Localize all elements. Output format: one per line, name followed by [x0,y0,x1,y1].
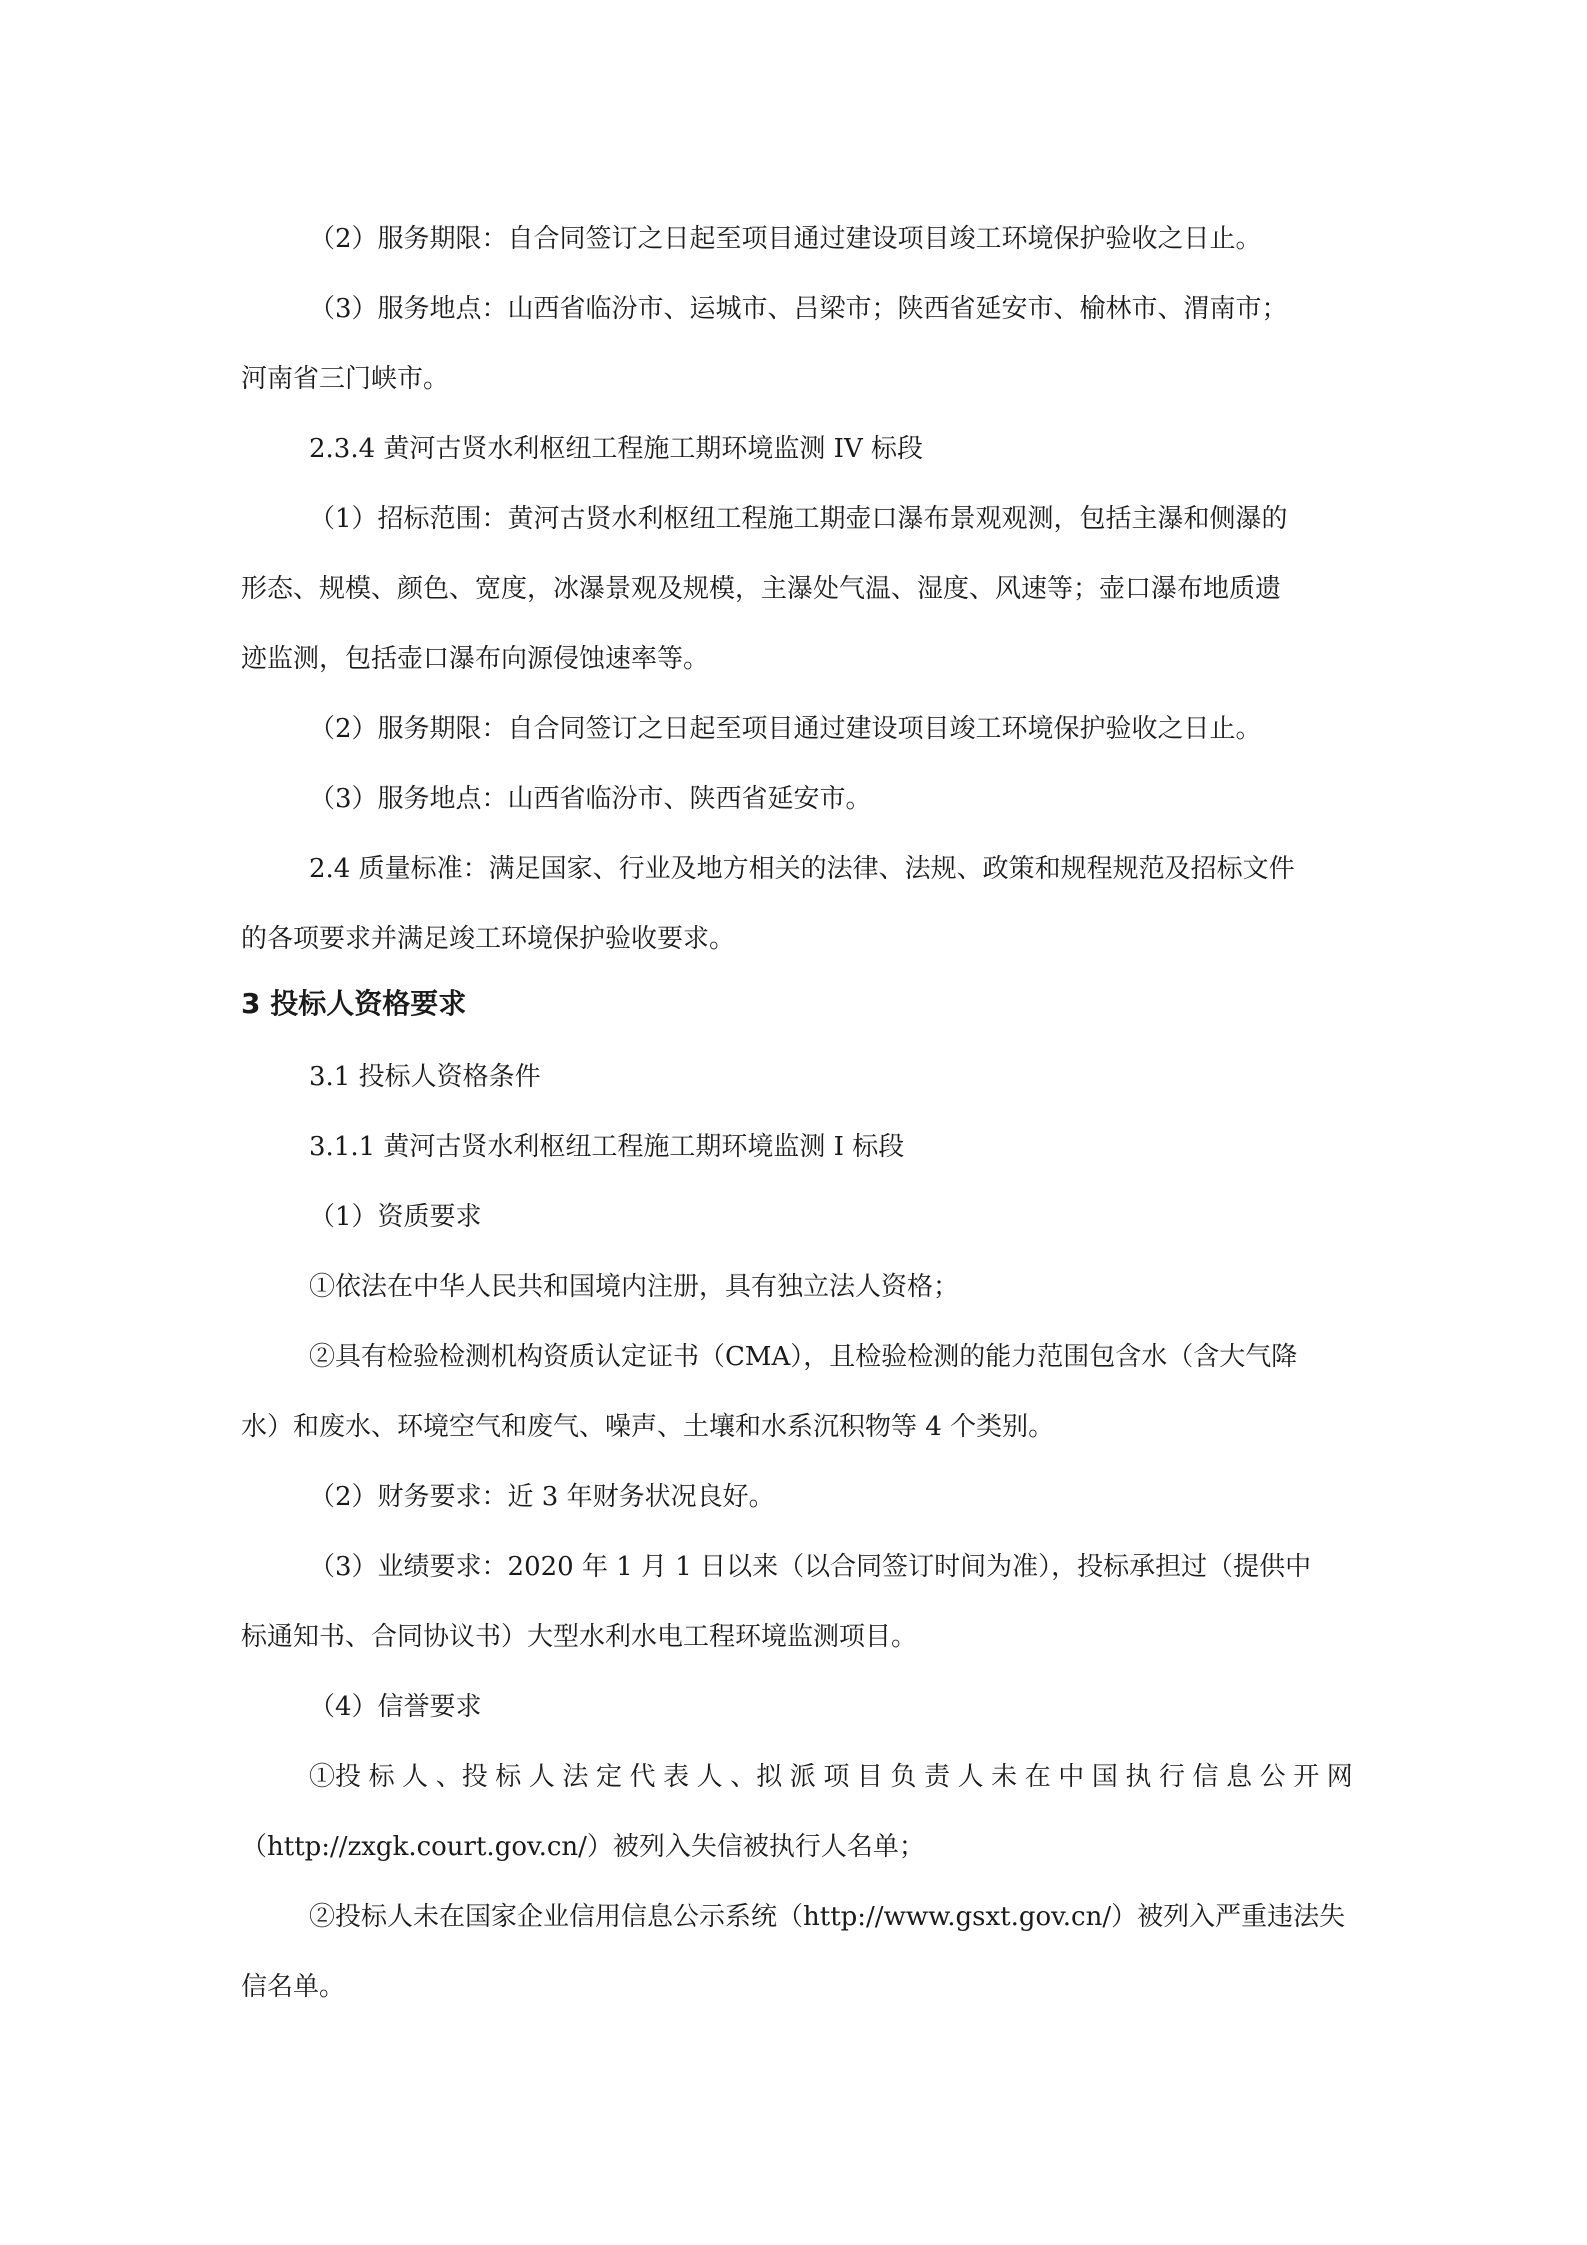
justified-glyph: 中 [1058,1762,1085,1792]
justified-glyph: 国 [1091,1762,1118,1792]
requirement-qualification-item-2-line1: ②具有检验检测机构资质认定证书（CMA），且检验检测的能力范围包含水（含大气降 [309,1342,1298,1372]
paragraph-service-period-2: （2）服务期限：自合同签订之日起至项目通过建设项目竣工环境保护验收之日止。 [309,714,1262,744]
requirement-financial: （2）财务要求：近 3 年财务状况良好。 [309,1482,775,1512]
justified-glyph: 未 [991,1762,1018,1792]
paragraph-service-location-2: （3）服务地点：山西省临汾市、陕西省延安市。 [309,784,872,814]
paragraph-quality-standard-line1: 2.4 质量标准：满足国家、行业及地方相关的法律、法规、政策和规程规范及招标文件 [309,854,1295,884]
paragraph-quality-standard-line2: 的各项要求并满足竣工环境保护验收要求。 [241,924,736,954]
requirement-qualification: （1）资质要求 [309,1202,482,1232]
section-heading-3-1: 3.1 投标人资格条件 [309,1062,541,1092]
justified-glyph: 人 [402,1762,429,1792]
section-heading-3-1-1: 3.1.1 黄河古贤水利枢纽工程施工期环境监测 I 标段 [309,1132,905,1162]
requirement-credit-item-2-line2: 信名单。 [241,1972,346,2002]
section-heading-3: 3 投标人资格要求 [241,987,467,1020]
requirement-performance-line1: （3）业绩要求：2020 年 1 月 1 日以来（以合同签订时间为准），投标承担过（提供中 [309,1552,1312,1582]
justified-glyph: 项 [823,1762,850,1792]
paragraph-service-location-line2: 河南省三门峡市。 [241,364,450,394]
justified-glyph: 执 [1125,1762,1152,1792]
justified-glyph: 表 [663,1762,690,1792]
requirement-performance-line2: 标通知书、合同协议书）大型水利水电工程环境监测项目。 [241,1622,918,1652]
justified-glyph: 信 [1192,1762,1219,1792]
requirement-credit-item-1-line1 [309,1764,1353,1790]
justified-glyph: 目 [856,1762,883,1792]
justified-glyph: 息 [1226,1762,1253,1792]
paragraph-scope-line2: 形态、规模、颜色、宽度，冰瀑景观及规模，主瀑处气温、湿度、风速等；壶口瀑布地质遗 [241,574,1282,604]
justified-glyph: 、投 [435,1762,488,1792]
justified-glyph: 法 [562,1762,589,1792]
paragraph-service-location-line1: （3）服务地点：山西省临汾市、运城市、吕梁市；陕西省延安市、榆林市、渭南市； [309,294,1288,324]
justified-glyph: 定 [595,1762,622,1792]
paragraph-service-period: （2）服务期限：自合同签订之日起至项目通过建设项目竣工环境保护验收之日止。 [309,224,1262,254]
requirement-qualification-item-2-line2: 水）和废水、环境空气和废气、噪声、土壤和水系沉积物等 4 个类别。 [241,1412,1055,1442]
paragraph-scope-line1: （1）招标范围：黄河古贤水利枢纽工程施工期壶口瀑布景观观测，包括主瀑和侧瀑的 [309,504,1288,534]
requirement-qualification-item-1: ①依法在中华人民共和国境内注册，具有独立法人资格； [309,1272,960,1302]
justified-glyph: 责 [924,1762,951,1792]
section-heading-2-3-4: 2.3.4 黄河古贤水利枢纽工程施工期环境监测 IV 标段 [309,434,923,464]
justified-glyph: 开 [1293,1762,1320,1792]
requirement-credit: （4）信誉要求 [309,1692,482,1722]
paragraph-scope-line3: 迹监测，包括壶口瀑布向源侵蚀速率等。 [241,644,710,674]
justified-glyph: ①投 [309,1762,362,1792]
justified-glyph: 、拟 [730,1762,783,1792]
justified-glyph: 派 [789,1762,816,1792]
justified-glyph: 在 [1024,1762,1051,1792]
justified-glyph: 负 [890,1762,917,1792]
justified-glyph: 人 [528,1762,555,1792]
justified-glyph: 行 [1158,1762,1185,1792]
requirement-credit-item-2-line1: ②投标人未在国家企业信用信息公示系统（http://www.gsxt.gov.cn/）被列入严重违法失 [309,1902,1346,1932]
justified-glyph: 人 [696,1762,723,1792]
justified-glyph: 标 [495,1762,522,1792]
justified-glyph: 人 [957,1762,984,1792]
requirement-credit-item-1-line2: （http://zxgk.court.gov.cn/）被列入失信被执行人名单； [241,1832,925,1862]
justified-glyph: 网 [1326,1762,1353,1792]
justified-glyph: 代 [629,1762,656,1792]
justified-glyph: 公 [1259,1762,1286,1792]
justified-glyph: 标 [368,1762,395,1792]
